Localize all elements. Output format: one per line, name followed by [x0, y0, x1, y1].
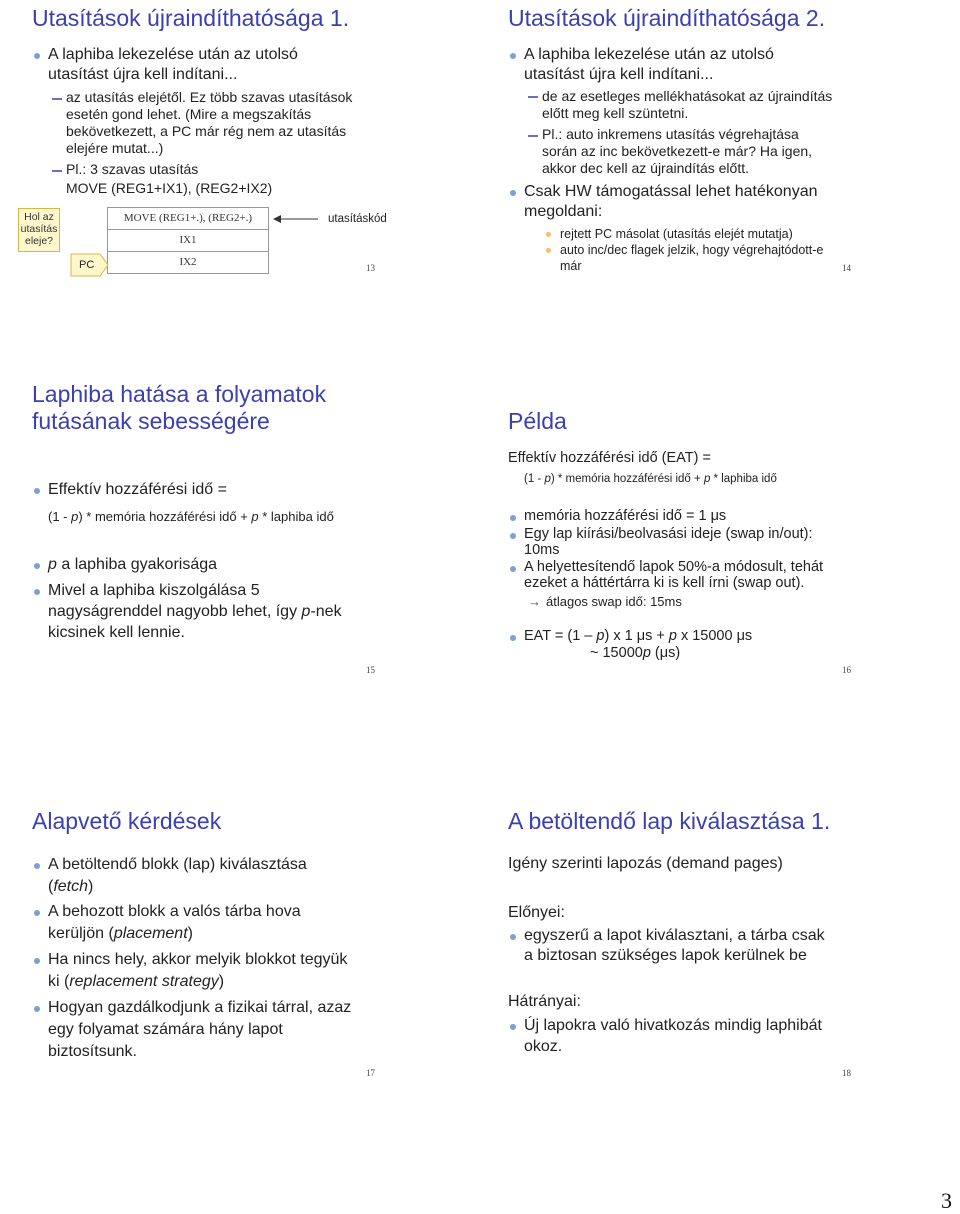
- bullet-text: egyszerű a lapot kiválasztani, a tárba csak: [524, 927, 825, 944]
- page-number: 17: [366, 1068, 375, 1078]
- sub-text: már: [560, 259, 582, 273]
- sub-text: előtt meg kell szüntetni.: [542, 105, 689, 121]
- section-label: Előnyei:: [508, 904, 565, 921]
- sub-text: rejtett PC másolat (utasítás elejét mutatja): [560, 227, 793, 241]
- bullet-icon: [510, 53, 516, 59]
- sub-text: auto inc/dec flagek jelzik, hogy végrehajtódott-e: [560, 243, 824, 257]
- dash-icon: [528, 135, 538, 137]
- text-part: kerüljön (: [48, 925, 114, 942]
- text-line: Effektív hozzáférési idő (EAT) =: [508, 450, 711, 466]
- sub-text: MOVE (REG1+IX1), (REG2+IX2): [66, 180, 273, 196]
- sub-text: de az esetleges mellékhatásokat az újraindítás: [542, 88, 833, 104]
- instruction-table: [107, 207, 269, 274]
- italic-term: replacement strategy: [69, 973, 219, 990]
- sub-text: Pl.: 3 szavas utasítás: [66, 161, 199, 177]
- page-number: 13: [366, 263, 375, 273]
- italic-term: fetch: [53, 878, 89, 895]
- formula-part: (1 -: [48, 509, 72, 524]
- formula: [48, 509, 334, 525]
- sub-text: akkor dec kell az újraindítás előtt.: [542, 160, 749, 176]
- text-part: ): [88, 878, 94, 895]
- bullet-icon: [510, 566, 516, 572]
- formula-var: p: [544, 473, 551, 485]
- sub-text: átlagos swap idő: 15ms: [546, 594, 682, 609]
- sheet-page-number: 3: [941, 1188, 952, 1213]
- text-part: ki (: [48, 973, 70, 990]
- slide-18: [508, 808, 960, 1108]
- bullet-text: [48, 877, 93, 897]
- arrow-icon: →: [528, 594, 541, 609]
- bullet-icon: [34, 53, 40, 59]
- bullet-icon: [510, 934, 516, 940]
- bullet-text: Csak HW támogatással lehet hatékonyan: [524, 183, 818, 200]
- bullet-text: [590, 645, 680, 662]
- bullet-icon: [34, 488, 40, 494]
- slide-title: A betöltendő lap kiválasztása 1.: [508, 808, 831, 834]
- bullet-icon: [546, 248, 551, 253]
- text-part: ): [187, 925, 193, 942]
- bullet-text: biztosítsunk.: [48, 1043, 137, 1060]
- slide-title: Példa: [508, 408, 567, 434]
- bullet-text: Hogyan gazdálkodjunk a fizikai tárral, azaz: [48, 999, 352, 1016]
- dash-icon: [52, 170, 62, 172]
- bullet-text: [48, 555, 217, 575]
- bullet-icon: [34, 589, 40, 595]
- slide-15: [32, 381, 502, 681]
- slide-14: [508, 5, 960, 305]
- slide-title: Utasítások újraindíthatósága 1.: [32, 5, 350, 31]
- formula-var: p: [703, 473, 711, 485]
- bullet-text: Mivel a laphiba kiszolgálása 5: [48, 582, 260, 599]
- dash-icon: [528, 96, 538, 98]
- bullet-icon: [510, 1024, 516, 1030]
- text-line: Igény szerinti lapozás (demand pages): [508, 855, 783, 872]
- page-number: 15: [366, 665, 375, 675]
- text-part: -nek: [310, 603, 342, 620]
- slide-title: Laphiba hatása a folyamatok: [32, 381, 327, 407]
- slide-title: futásának sebességére: [32, 408, 270, 434]
- italic-term: placement: [113, 925, 188, 942]
- formula-part: (1 -: [524, 473, 545, 485]
- bullet-text: egy folyamat számára hány lapot: [48, 1021, 283, 1038]
- formula-var: p: [251, 509, 259, 524]
- bullet-icon: [510, 533, 516, 539]
- formula-var: p: [596, 628, 605, 644]
- text-part: ) x 1 μs +: [604, 628, 669, 644]
- bullet-icon: [510, 635, 516, 641]
- slide-title: Utasítások újraindíthatósága 2.: [508, 5, 826, 31]
- bullet-text: A behozott blokk a valós tárba hova: [48, 903, 301, 920]
- bullet-text: Egy lap kiírási/beolvasási ideje (swap in/out):: [524, 526, 813, 542]
- bullet-icon: [34, 958, 40, 964]
- sub-text: során az inc bekövetkezett-e már? Ha igen,: [542, 143, 813, 159]
- bullet-text: a biztosan szükséges lapok kerülnek be: [524, 947, 807, 964]
- sub-text: Pl.: auto inkremens utasítás végrehajtása: [542, 126, 799, 142]
- formula: [524, 471, 777, 487]
- bullet-icon: [34, 910, 40, 916]
- bullet-icon: [34, 563, 40, 569]
- bullet-text: [48, 924, 193, 944]
- bullet-text: Effektív hozzáférési idő =: [48, 481, 227, 498]
- bullet-text: [524, 628, 752, 645]
- slide-title: Alapvető kérdések: [32, 808, 222, 834]
- bullet-icon: [510, 515, 516, 521]
- text-part: ~ 15000: [590, 645, 643, 661]
- sub-text: elejére mutat...): [66, 140, 164, 156]
- bullet-text: A helyettesítendő lapok 50%-a módosult, tehát: [524, 559, 824, 575]
- formula-part: ) * memória hozzáférési idő +: [550, 473, 704, 485]
- slide-17: [32, 808, 502, 1108]
- formula-var: p: [48, 556, 57, 573]
- bullet-text: A laphiba lekezelése után az utolsó: [524, 46, 774, 63]
- bullet-text: kicsinek kell lennie.: [48, 624, 185, 641]
- sub-text: az utasítás elejétől. Ez több szavas utasítások: [66, 89, 353, 105]
- text-part: nagyságrenddel nagyobb lehet, így: [48, 603, 302, 620]
- opcode-label: utasításkód: [328, 213, 387, 225]
- bullet-text: ezeket a háttértárra ki is kell írni (swap out).: [524, 575, 805, 591]
- formula-part: ) * memória hozzáférési idő +: [78, 509, 252, 524]
- sub-text: bekövetkezett, a PC már rég nem az utasítás: [66, 123, 347, 139]
- text-part: x 15000 μs: [676, 628, 753, 644]
- bullet-text: A laphiba lekezelése után az utolsó: [48, 46, 298, 63]
- bullet-text: okoz.: [524, 1038, 563, 1055]
- bullet-text: Új lapokra való hivatkozás mindig laphibát: [524, 1017, 822, 1034]
- text-part: a laphiba gyakorisága: [56, 556, 218, 573]
- bullet-icon: [34, 863, 40, 869]
- section-label: Hátrányai:: [508, 993, 581, 1010]
- slide-13: [20, 5, 502, 305]
- page-number: 18: [842, 1068, 851, 1078]
- pc-label: PC: [79, 259, 95, 271]
- dash-icon: [52, 98, 62, 100]
- formula-var: p: [642, 645, 651, 661]
- bullet-text: megoldani:: [524, 203, 603, 220]
- table-cell: IX2: [179, 256, 197, 268]
- bullet-icon: [510, 190, 516, 196]
- table-cell: MOVE (REG1+.), (REG2+.): [108, 208, 268, 230]
- text-part: ): [218, 973, 225, 990]
- bullet-text: [48, 972, 224, 992]
- formula-part: * laphiba idő: [710, 473, 777, 485]
- page-number: 16: [842, 665, 851, 675]
- formula-var: p: [668, 628, 677, 644]
- text-part: (: [48, 878, 54, 895]
- bullet-text: memória hozzáférési idő = 1 μs: [524, 508, 727, 524]
- bullet-text: 10ms: [524, 542, 560, 558]
- bullet-text: Ha nincs hely, akkor melyik blokkot tegyük: [48, 951, 348, 968]
- sub-text: esetén gond lehet. (Mire a megszakítás: [66, 106, 312, 122]
- text-part: (μs): [650, 645, 681, 661]
- text-part: EAT = (1 –: [524, 628, 597, 644]
- slide-16: [508, 381, 960, 681]
- bullet-text: utasítást újra kell indítani...: [524, 66, 714, 83]
- bullet-text: [48, 602, 342, 622]
- formula-part: * laphiba idő: [258, 509, 334, 524]
- bullet-icon: [546, 232, 551, 237]
- bullet-icon: [34, 1006, 40, 1012]
- bullet-text: utasítást újra kell indítani...: [48, 66, 238, 83]
- arrow-left-icon: [272, 213, 320, 225]
- callout-box: Hol az utasítás eleje?: [18, 208, 60, 252]
- formula-var: p: [71, 509, 79, 524]
- page-number: 14: [842, 263, 851, 273]
- table-cell: IX1: [108, 230, 268, 252]
- bullet-text: A betöltendő blokk (lap) kiválasztása: [48, 856, 307, 873]
- formula-var: p: [301, 603, 311, 620]
